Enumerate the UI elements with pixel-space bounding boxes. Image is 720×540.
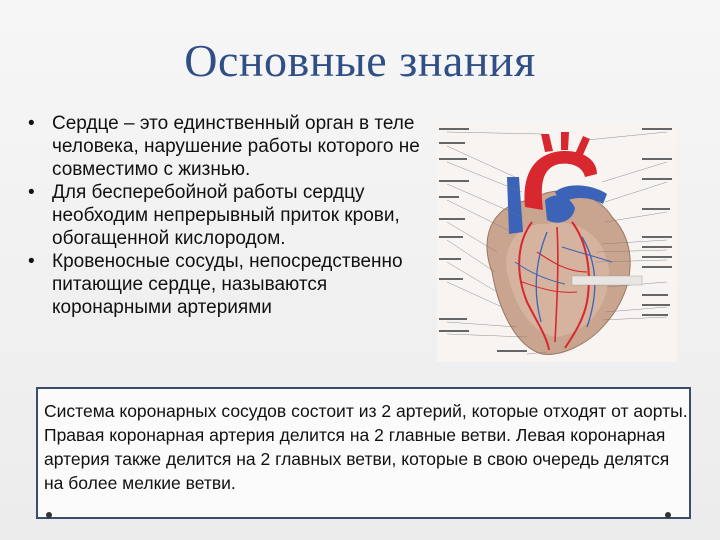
heart-illustration — [437, 122, 677, 362]
callout-box — [36, 387, 691, 519]
bullet-text: Кровеносные сосуды, непосредственно питающие сердце, называются коронарными артериями — [52, 251, 403, 318]
bullet-item — [28, 250, 448, 319]
bullet-icon: • — [28, 113, 35, 134]
bullet-icon: • — [28, 251, 35, 272]
callout-text: Система коронарных сосудов состоит из 2 артерий, которые отходят от аорты. Правая коронарная артерия делится на 2 главные ветви. Левая коронарная артерия также делится на 2 главных ветви, которые в свою очередь делятся на более мелкие ветви. — [44, 401, 688, 493]
bullet-item — [28, 112, 448, 181]
bullet-list — [28, 112, 448, 319]
bullet-icon: • — [28, 182, 35, 203]
corner-dot-icon — [46, 512, 52, 518]
bullet-text: Сердце – это единственный орган в теле человека, нарушение работы которого не совместимо с жизнью. — [52, 113, 420, 180]
corner-dot-icon — [665, 512, 671, 518]
bullet-item — [28, 181, 448, 250]
bullet-text: Для бесперебойной работы сердцу необходим непрерывный приток крови, обогащенной кислородом. — [52, 182, 400, 249]
slide-title: Основные знания — [184, 35, 536, 86]
